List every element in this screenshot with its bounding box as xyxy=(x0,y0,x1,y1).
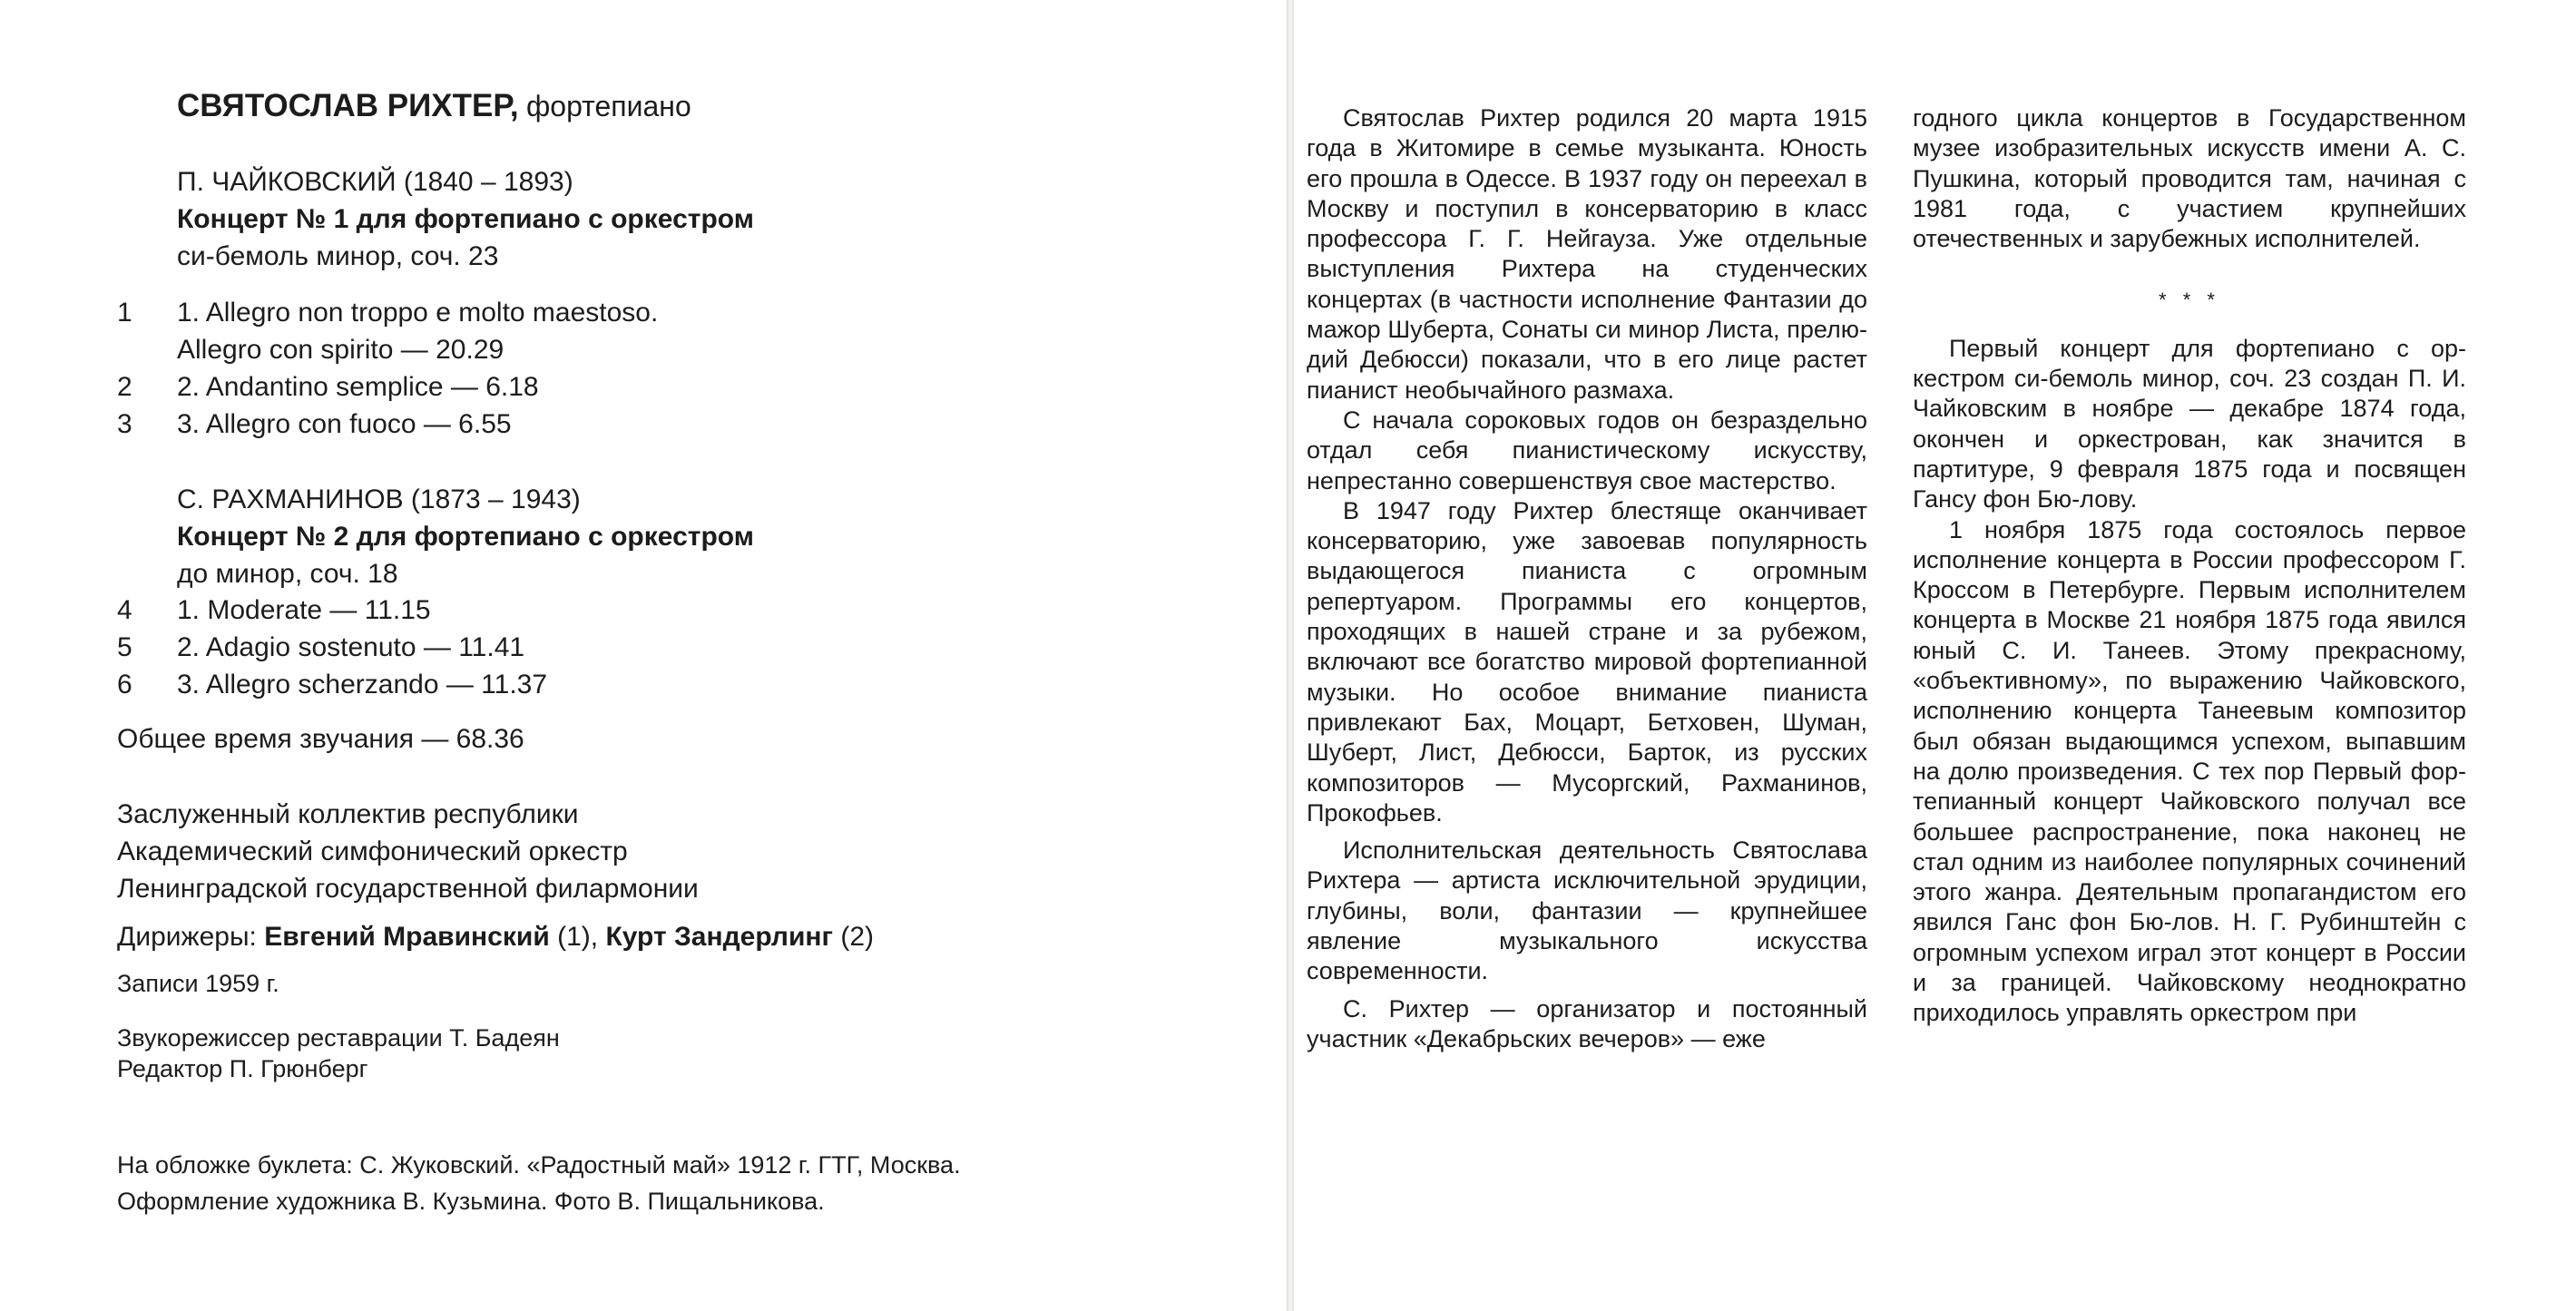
paragraph: Исполнительская деятельность Святослава Рихтера — артиста исключительной эрудиции, глубины, воли, фантазии — крупнейшее явление музыкального искусства современности. xyxy=(1307,836,1867,985)
orchestra-line: Ленинградской государственной филармонии xyxy=(117,874,699,904)
paragraph: С начала сороковых годов он безраздельно отдал себя пианистическому искусству, непрестанно совершенствуя свое мастерство. xyxy=(1307,406,1867,494)
track-number: 6 xyxy=(117,670,132,700)
credit-line: Редактор П. Грюнберг xyxy=(117,1055,368,1082)
paragraph: 1 ноября 1875 года состоялось первое исполнение концерта в России профессором Г. Кроссом в Петербурге. Первым исполнителем концерта в Москве 21 ноября 1875 года явился юный С. И. Танеев. Этому прекрасному, «объективному», по выражению Чайковского, исполнению концерта Танеевым композитор был обязан выдающимся успехом, выпавшим на долю произведения. С тех пор Первый фортепианный концерт Чайковского получал все большее распространение, пока наконец не стал одним из наиболее популярных сочинений этого жанра. Деятельным пропагандистом его явился Ганс фон Бю-лов. Н. Г. Рубинштейн с огромным успехом играл этот концерт в России и за границей. Чайковскому неоднократно приходилось управлять оркестром при xyxy=(1913,515,2466,1027)
track-title-continued: Allegro con spirito — 20.29 xyxy=(177,335,504,365)
composer-tchaikovsky: П. ЧАЙКОВСКИЙ (1840 – 1893) xyxy=(177,167,573,197)
paragraph: В 1947 году Рихтер блестяще оканчивает консерваторию, уже завоевав популярность выдающегося пианиста с огромным репертуаром. Программы его концертов, проходящих в нашей стране и за рубежом, включают все богатство мировой фортепианной музыки. Но особое внимание пианиста привлекают Бах, Моцарт, Бетховен, Шуман, Шуберт, Лист, Дебюсси, Барток, из русских композиторов — Мусоргский, Рахманинов, Прокофьев. xyxy=(1307,496,1867,827)
paragraph: Первый концерт для фортепиано с оркестром си-бемоль минор, соч. 23 создан П. И. Чайковским в ноябре — декабре 1874 года, окончен и оркестрован, как значится в партитуре, 9 февраля 1875 года и посвящен Гансу фон Бю-лову. xyxy=(1913,334,2466,514)
track-number: 2 xyxy=(117,372,132,402)
concerto-history-column xyxy=(1913,103,2466,1029)
work-key-tchaikovsky: си-бемоль минор, соч. 23 xyxy=(177,241,499,271)
cover-credit-line: Оформление художника В. Кузьмина. Фото В. Пищальникова. xyxy=(117,1188,825,1215)
performer-instrument: фортепиано xyxy=(525,90,691,122)
conductor-ref: (1), xyxy=(557,922,599,952)
work-title-tchaikovsky: Концерт № 1 для фортепиано с оркестром xyxy=(177,204,754,234)
paragraph-continued: годного цикла концертов в Государственном музее изобразительных искусств имени А. С. Пушкина, который проводится там, начиная с 1981 года, с участием крупнейших отечественных и зарубежных исполнителей. xyxy=(1913,104,2466,253)
total-time: Общее время звучания — 68.36 xyxy=(117,724,524,754)
track-title: 1. Allegro non troppo e molto maestoso. xyxy=(177,298,659,328)
biography-column xyxy=(1307,103,1867,1054)
conductor-ref: (2) xyxy=(840,922,875,952)
track-title: 1. Moderate — 11.15 xyxy=(177,595,431,625)
track-number: 1 xyxy=(117,298,132,328)
track-title: 2. Adagio sostenuto — 11.41 xyxy=(177,632,525,662)
conductor-mravinsky: Евгений Мравинский xyxy=(264,922,550,952)
composer-rachmaninov: С. РАХМАНИНОВ (1873 – 1943) xyxy=(177,484,581,514)
track-number: 3 xyxy=(117,409,132,439)
work-title-rachmaninov: Концерт № 2 для фортепиано с оркестром xyxy=(177,522,754,552)
recording-year: Записи 1959 г. xyxy=(117,970,279,997)
track-number: 5 xyxy=(117,632,132,662)
tracklist-page xyxy=(0,0,1287,1311)
conductors-line xyxy=(117,918,874,955)
track-title: 3. Allegro con fuoco — 6.55 xyxy=(177,409,512,439)
conductor-sanderling: Курт Зандерлинг xyxy=(605,922,834,952)
orchestra-line: Академический симфонический оркестр xyxy=(117,836,628,866)
track-number: 4 xyxy=(117,595,132,625)
conductors-label: Дирижеры: xyxy=(117,922,257,952)
performer-heading xyxy=(177,87,691,126)
cover-credit-line: На обложке буклета: С. Жуковский. «Радостный май» 1912 г. ГТГ, Москва. xyxy=(117,1151,961,1179)
paragraph: С. Рихтер — организатор и постоянный участник «Декабрьских вечеров» — еже xyxy=(1307,994,1867,1052)
booklet-fold xyxy=(1287,0,1294,1311)
track-title: 3. Allegro scherzando — 11.37 xyxy=(177,670,548,700)
work-key-rachmaninov: до минор, соч. 18 xyxy=(177,559,398,589)
orchestra-line: Заслуженный коллектив республики xyxy=(117,799,579,829)
section-separator: * * * xyxy=(2159,289,2220,312)
paragraph: Святослав Рихтер родился 20 марта 1915 года в Житомире в семье музыканта. Юность его прошла в Одессе. В 1937 году он переехал в Москву и поступил в консерваторию в класс профессора Г. Г. Нейгауза. Уже отдельные выступления Рихтера на студенческих концертах (в частности исполнение Фантазии до мажор Шуберта, Сонаты си минор Листа, прелюдий Дебюсси) показали, что в его лице растет пианист необычайного размаха. xyxy=(1307,104,1867,404)
track-title: 2. Andantino semplice — 6.18 xyxy=(177,372,539,402)
performer-name: СВЯТОСЛАВ РИХТЕР, xyxy=(177,88,519,123)
credit-line: Звукорежиссер реставрации Т. Бадеян xyxy=(117,1024,560,1052)
